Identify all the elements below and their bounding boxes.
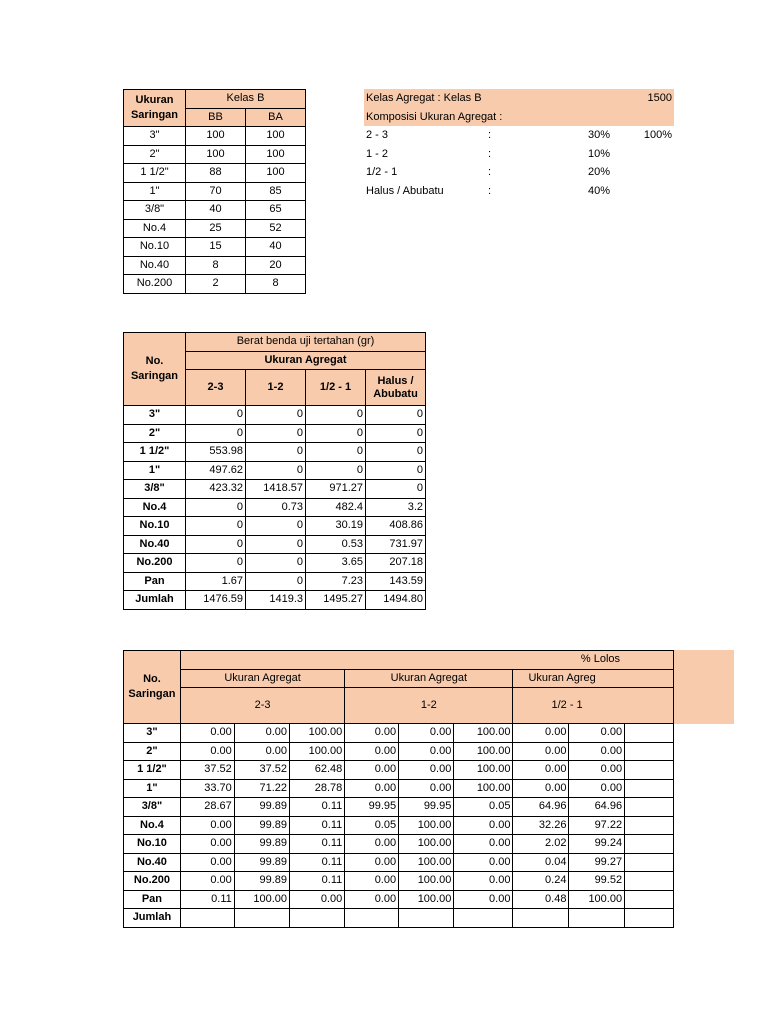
- weight-value-cell: 0: [366, 424, 426, 443]
- lolos-value-cell: 0.00: [345, 890, 399, 909]
- clipped-cell: [625, 798, 674, 817]
- lolos-value-cell: 100.00: [454, 761, 513, 780]
- lolos-value-cell: 33.70: [180, 779, 234, 798]
- lolos-value-cell: 0.00: [290, 890, 345, 909]
- sieve-size-cell: 3/8": [124, 798, 181, 817]
- weight-value-cell: 0: [306, 406, 366, 425]
- lolos-value-cell: 0.00: [180, 835, 234, 854]
- lolos-value-cell: 99.52: [569, 872, 625, 891]
- sieve-size-cell: Jumlah: [124, 591, 186, 610]
- ba-value-cell: 20: [246, 256, 306, 275]
- sieve-size-cell: No.200: [124, 872, 181, 891]
- weight-value-cell: 3.65: [306, 554, 366, 573]
- lolos-value-cell: 100.00: [454, 779, 513, 798]
- lolos-value-cell: [454, 909, 513, 928]
- table-row: [124, 853, 674, 872]
- clipped-cell: [625, 872, 674, 891]
- weight-sub-header: 1-2: [246, 370, 306, 406]
- ba-value-cell: 65: [246, 201, 306, 220]
- lolos-sub-header: 2-3: [180, 688, 344, 724]
- lolos-value-cell: 0.00: [180, 853, 234, 872]
- weight-value-cell: 0: [246, 535, 306, 554]
- sieve-size-cell: No.4: [124, 816, 181, 835]
- lolos-value-cell: 0.00: [454, 835, 513, 854]
- sieve-size-cell: 3/8": [124, 201, 186, 220]
- table-row: [124, 835, 674, 854]
- lolos-value-cell: 0.00: [569, 761, 625, 780]
- lolos-value-cell: 0.00: [513, 761, 569, 780]
- table-row: [124, 779, 674, 798]
- bb-value-cell: 8: [186, 256, 246, 275]
- lolos-value-cell: 0.00: [345, 761, 399, 780]
- lolos-value-cell: 37.52: [234, 761, 289, 780]
- lolos-value-cell: 100.00: [454, 724, 513, 743]
- lolos-value-cell: 100.00: [234, 890, 289, 909]
- table-row: [124, 872, 674, 891]
- lolos-value-cell: 0.00: [180, 724, 234, 743]
- weight-value-cell: 143.59: [366, 572, 426, 591]
- lolos-value-cell: 0.00: [180, 816, 234, 835]
- lolos-value-cell: 0.00: [454, 890, 513, 909]
- sieve-size-cell: 3/8": [124, 480, 186, 499]
- table-row: [124, 742, 674, 761]
- weight-value-cell: 1419.3: [246, 591, 306, 610]
- ba-value-cell: 8: [246, 275, 306, 294]
- sieve-size-cell: 3": [124, 406, 186, 425]
- weight-sub-header: Halus / Abubatu: [366, 370, 426, 406]
- sieve-size-cell: 2": [124, 742, 181, 761]
- lolos-value-cell: 0.00: [569, 742, 625, 761]
- lolos-value-cell: 97.22: [569, 816, 625, 835]
- lolos-value-cell: 99.95: [399, 798, 454, 817]
- weight-value-cell: 0: [366, 461, 426, 480]
- lolos-value-cell: [345, 909, 399, 928]
- bb-value-cell: 70: [186, 182, 246, 201]
- grading-group-header: Kelas B: [186, 90, 306, 109]
- lolos-group-header: Ukuran Agregat: [345, 669, 513, 688]
- sieve-size-cell: No.10: [124, 835, 181, 854]
- lolos-value-cell: 64.96: [513, 798, 569, 817]
- lolos-value-cell: [290, 909, 345, 928]
- clipped-cell: [625, 909, 674, 928]
- weight-value-cell: 731.97: [366, 535, 426, 554]
- lolos-sub-header: 1-2: [345, 688, 513, 724]
- komposisi-item-total: 100%: [643, 129, 672, 141]
- lolos-value-cell: [569, 909, 625, 928]
- lolos-value-cell: 0.00: [234, 742, 289, 761]
- table-row: [124, 890, 674, 909]
- lolos-value-cell: 100.00: [569, 890, 625, 909]
- sieve-size-cell: 1": [124, 779, 181, 798]
- sieve-size-cell: Jumlah: [124, 909, 181, 928]
- weight-value-cell: 1476.59: [186, 591, 246, 610]
- weight-value-cell: 0: [246, 572, 306, 591]
- weight-sub-header: 1/2 - 1: [306, 370, 366, 406]
- lolos-value-cell: 0.11: [180, 890, 234, 909]
- weight-value-cell: 0.53: [306, 535, 366, 554]
- lolos-value-cell: 0.00: [345, 742, 399, 761]
- sieve-size-cell: 2": [124, 145, 186, 164]
- weight-value-cell: 0: [246, 517, 306, 536]
- weight-value-cell: 0: [186, 517, 246, 536]
- bb-value-cell: 100: [186, 145, 246, 164]
- komposisi-item-percent: 40%: [588, 184, 611, 197]
- komposisi-item-percent: 20%: [588, 166, 611, 178]
- ba-value-cell: 100: [246, 164, 306, 183]
- weight-value-cell: 0.73: [246, 498, 306, 517]
- weight-top-header: Berat benda uji tertahan (gr): [186, 333, 426, 352]
- komposisi-item-name: 1 - 2: [366, 147, 389, 160]
- lolos-value-cell: 28.78: [290, 779, 345, 798]
- weight-value-cell: 0: [306, 443, 366, 462]
- lolos-value-cell: 100.00: [399, 890, 454, 909]
- komposisi-item-name: Halus / Abubatu: [366, 184, 444, 197]
- weight-value-cell: 0: [186, 554, 246, 573]
- lolos-top-header: % Lolos: [180, 651, 673, 670]
- weight-value-cell: 971.27: [306, 480, 366, 499]
- weight-value-cell: 0: [186, 424, 246, 443]
- weight-value-cell: 0: [186, 498, 246, 517]
- bb-value-cell: 2: [186, 275, 246, 294]
- lolos-value-cell: 0.00: [345, 724, 399, 743]
- weight-group-header: Ukuran Agregat: [186, 351, 426, 370]
- lolos-value-cell: 0.00: [345, 872, 399, 891]
- ba-value-cell: 100: [246, 127, 306, 146]
- weight-value-cell: 0: [366, 443, 426, 462]
- sieve-size-cell: 1 1/2": [124, 443, 186, 462]
- komposisi-label: Komposisi Ukuran Agregat :: [366, 110, 503, 123]
- lolos-value-cell: 99.95: [345, 798, 399, 817]
- weight-value-cell: 553.98: [186, 443, 246, 462]
- lolos-value-cell: 62.48: [290, 761, 345, 780]
- weight-value-cell: 0: [306, 424, 366, 443]
- lolos-value-cell: [399, 909, 454, 928]
- lolos-value-cell: 99.89: [234, 798, 289, 817]
- clipped-cell: [625, 779, 674, 798]
- komposisi-item-name: 1/2 - 1: [366, 166, 398, 178]
- lolos-value-cell: 37.52: [180, 761, 234, 780]
- lolos-value-cell: 0.00: [345, 853, 399, 872]
- clipped-cell: [625, 724, 674, 743]
- weight-value-cell: 0: [306, 461, 366, 480]
- lolos-value-cell: 0.00: [399, 742, 454, 761]
- lolos-value-cell: 0.00: [180, 742, 234, 761]
- weight-value-cell: 0: [186, 535, 246, 554]
- lolos-value-cell: 99.89: [234, 872, 289, 891]
- sieve-size-cell: 1": [124, 182, 186, 201]
- lolos-value-cell: 0.00: [234, 724, 289, 743]
- clipped-cell: [625, 890, 674, 909]
- lolos-value-cell: 71.22: [234, 779, 289, 798]
- komposisi-item-percent: 10%: [588, 147, 611, 160]
- lolos-value-cell: 99.89: [234, 816, 289, 835]
- lolos-value-cell: 0.00: [399, 761, 454, 780]
- lolos-value-cell: 0.00: [569, 779, 625, 798]
- clipped-cell: [625, 816, 674, 835]
- lolos-value-cell: 0.00: [513, 742, 569, 761]
- lolos-value-cell: 0.00: [454, 816, 513, 835]
- weight-value-cell: 0: [246, 424, 306, 443]
- table-row: [124, 798, 674, 817]
- weight-value-cell: 1494.80: [366, 591, 426, 610]
- sieve-size-cell: No.200: [124, 554, 186, 573]
- komposisi-item-percent: 30%: [588, 129, 611, 141]
- sieve-size-cell: Pan: [124, 572, 186, 591]
- grading-sub-header-ba: BA: [246, 108, 306, 127]
- sieve-size-cell: Pan: [124, 890, 181, 909]
- lolos-value-cell: 0.00: [569, 724, 625, 743]
- lolos-value-cell: 0.11: [290, 853, 345, 872]
- weight-value-cell: 482.4: [306, 498, 366, 517]
- sieve-size-cell: No.200: [124, 275, 186, 294]
- lolos-value-cell: 100.00: [399, 816, 454, 835]
- kelas-label: Kelas Agregat : Kelas B: [366, 92, 482, 104]
- sieve-size-cell: No.40: [124, 535, 186, 554]
- weight-value-cell: 1.67: [186, 572, 246, 591]
- lolos-group-header: Ukuran Agregat: [180, 669, 344, 688]
- bb-value-cell: 40: [186, 201, 246, 220]
- clipped-cell: [625, 853, 674, 872]
- sieve-size-cell: No.40: [124, 853, 181, 872]
- lolos-value-cell: 64.96: [569, 798, 625, 817]
- grading-sub-header-bb: BB: [186, 108, 246, 127]
- lolos-value-cell: 99.27: [569, 853, 625, 872]
- lolos-value-cell: 0.00: [345, 835, 399, 854]
- sieve-size-cell: No.4: [124, 219, 186, 238]
- lolos-value-cell: 28.67: [180, 798, 234, 817]
- komposisi-item-colon: :: [488, 166, 492, 178]
- lolos-value-cell: 0.00: [454, 872, 513, 891]
- lolos-value-cell: 0.00: [513, 724, 569, 743]
- weight-value-cell: 7.23: [306, 572, 366, 591]
- sieve-size-cell: No.4: [124, 498, 186, 517]
- lolos-value-cell: 0.05: [345, 816, 399, 835]
- bb-value-cell: 25: [186, 219, 246, 238]
- sieve-size-cell: 1 1/2": [124, 164, 186, 183]
- sieve-size-cell: 1": [124, 461, 186, 480]
- sieve-size-cell: 1 1/2": [124, 761, 181, 780]
- lolos-value-cell: 99.24: [569, 835, 625, 854]
- table-row: [124, 761, 674, 780]
- lolos-value-cell: 99.89: [234, 835, 289, 854]
- lolos-value-cell: 0.00: [180, 872, 234, 891]
- clipped-cell: [625, 742, 674, 761]
- lolos-value-cell: [234, 909, 289, 928]
- weight-col-header: No. Saringan: [124, 333, 186, 406]
- bb-value-cell: 88: [186, 164, 246, 183]
- lolos-value-cell: 100.00: [399, 835, 454, 854]
- lolos-value-cell: 0.24: [513, 872, 569, 891]
- lolos-value-cell: 100.00: [399, 853, 454, 872]
- weight-value-cell: 0: [186, 406, 246, 425]
- clipped-cell: [625, 835, 674, 854]
- lolos-value-cell: 0.11: [290, 872, 345, 891]
- lolos-value-cell: 0.00: [513, 779, 569, 798]
- lolos-value-cell: [513, 909, 569, 928]
- lolos-sub-header: 1/2 - 1: [513, 688, 674, 724]
- ba-value-cell: 52: [246, 219, 306, 238]
- sieve-size-cell: 2": [124, 424, 186, 443]
- sieve-size-cell: No.40: [124, 256, 186, 275]
- lolos-value-cell: 0.05: [454, 798, 513, 817]
- grading-col-header-text: Ukuran Saringan: [130, 94, 179, 121]
- lolos-value-cell: 0.11: [290, 798, 345, 817]
- weight-value-cell: 207.18: [366, 554, 426, 573]
- kelas-value: 1500: [647, 92, 672, 104]
- header-fill-extension: [674, 650, 734, 724]
- sieve-size-cell: 3": [124, 127, 186, 146]
- weight-value-cell: 0: [246, 443, 306, 462]
- lolos-value-cell: 0.00: [345, 779, 399, 798]
- weight-value-cell: 408.86: [366, 517, 426, 536]
- lolos-value-cell: 0.11: [290, 835, 345, 854]
- komposisi-item-name: 2 - 3: [366, 129, 389, 141]
- lolos-value-cell: [180, 909, 234, 928]
- weight-value-cell: 0: [246, 461, 306, 480]
- ba-value-cell: 85: [246, 182, 306, 201]
- weight-value-cell: 497.62: [186, 461, 246, 480]
- komposisi-item-colon: :: [488, 184, 492, 197]
- weight-value-cell: 0: [246, 554, 306, 573]
- lolos-value-cell: 0.48: [513, 890, 569, 909]
- ba-value-cell: 40: [246, 238, 306, 257]
- sieve-size-cell: No.10: [124, 238, 186, 257]
- clipped-cell: [625, 761, 674, 780]
- weight-value-cell: 3.2: [366, 498, 426, 517]
- bb-value-cell: 100: [186, 127, 246, 146]
- sieve-size-cell: 3": [124, 724, 181, 743]
- sieve-size-cell: No.10: [124, 517, 186, 536]
- lolos-value-cell: 99.89: [234, 853, 289, 872]
- lolos-value-cell: 0.00: [454, 853, 513, 872]
- table-row: [124, 909, 674, 928]
- komposisi-item-colon: :: [488, 129, 492, 141]
- lolos-value-cell: 0.00: [399, 724, 454, 743]
- lolos-value-cell: 100.00: [454, 742, 513, 761]
- lolos-value-cell: 32.26: [513, 816, 569, 835]
- lolos-value-cell: 100.00: [399, 872, 454, 891]
- lolos-value-cell: 0.00: [399, 779, 454, 798]
- weight-value-cell: 1495.27: [306, 591, 366, 610]
- lolos-value-cell: 100.00: [290, 742, 345, 761]
- weight-value-cell: 0: [366, 406, 426, 425]
- lolos-table: [123, 650, 674, 928]
- lolos-group-header: Ukuran Agreg: [513, 669, 674, 688]
- lolos-value-cell: 100.00: [290, 724, 345, 743]
- ba-value-cell: 100: [246, 145, 306, 164]
- lolos-value-cell: 2.02: [513, 835, 569, 854]
- weight-sub-header: 2-3: [186, 370, 246, 406]
- weight-value-cell: 1418.57: [246, 480, 306, 499]
- weight-value-cell: 0: [246, 406, 306, 425]
- lolos-col-header: No. Saringan: [124, 651, 181, 724]
- lolos-value-cell: 0.11: [290, 816, 345, 835]
- table-row: [124, 724, 674, 743]
- table-row: [124, 816, 674, 835]
- komposisi-item-colon: :: [488, 147, 492, 160]
- weight-value-cell: 30.19: [306, 517, 366, 536]
- lolos-value-cell: 0.04: [513, 853, 569, 872]
- weight-value-cell: 423.32: [186, 480, 246, 499]
- bb-value-cell: 15: [186, 238, 246, 257]
- weight-value-cell: 0: [366, 480, 426, 499]
